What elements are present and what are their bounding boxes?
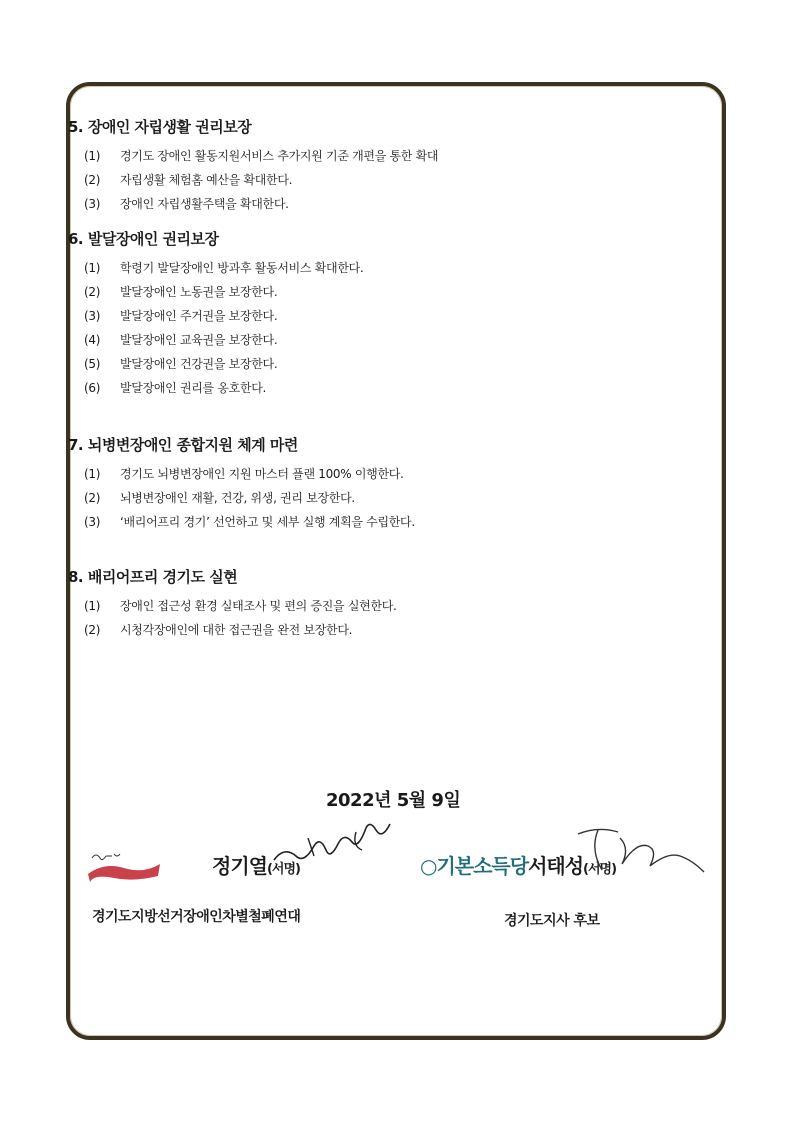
list-item — [68, 462, 708, 486]
item-number: (5) — [84, 357, 101, 371]
party-logo-icon: ○ — [420, 854, 437, 878]
section-6 — [68, 228, 708, 400]
section-title: 5. 장애인 자립생활 권리보장 — [68, 118, 252, 136]
list-item — [68, 486, 708, 510]
list-item — [68, 280, 708, 304]
section-title: 8. 배리어프리 경기도 실현 — [68, 568, 238, 586]
item-number: (1) — [84, 261, 101, 275]
item-number: (3) — [84, 515, 101, 529]
section-8 — [68, 566, 708, 642]
item-text: 장애인 자립생활주택을 확대한다. — [120, 197, 289, 211]
list-item — [68, 352, 708, 376]
item-number: (6) — [84, 381, 101, 395]
item-text: 뇌병변장애인 재활, 건강, 위생, 권리 보장한다. — [120, 491, 355, 505]
list-item — [68, 594, 708, 618]
item-number: (2) — [84, 173, 101, 187]
section-5 — [68, 116, 708, 216]
item-number: (3) — [84, 197, 101, 211]
date: 2022년 5월 9일 — [326, 790, 461, 811]
list-item — [68, 144, 708, 168]
section-7 — [68, 434, 708, 534]
item-text: 발달장애인 주거권을 보장한다. — [120, 309, 278, 323]
item-number: (3) — [84, 309, 101, 323]
item-text: ‘배리어프리 경기’ 선언하고 및 세부 실행 계획을 수립한다. — [120, 515, 415, 529]
list-item — [68, 192, 708, 216]
item-text: 시청각장애인에 대한 접근권을 완전 보장한다. — [120, 623, 353, 637]
item-text: 자립생활 체험홈 예산을 확대한다. — [120, 173, 293, 187]
left-handwritten-signature — [268, 820, 408, 880]
document-frame — [66, 82, 726, 1040]
list-item — [68, 256, 708, 280]
item-text: 발달장애인 교육권을 보장한다. — [120, 333, 278, 347]
item-text: 경기도 장애인 활동지원서비스 추가지원 기준 개편을 통한 확대 — [120, 149, 439, 163]
party-name: 기본소득당 — [436, 854, 529, 878]
list-item — [68, 328, 708, 352]
item-number: (1) — [84, 467, 101, 481]
item-text: 장애인 접근성 환경 실태조사 및 편의 증진을 실현한다. — [120, 599, 397, 613]
list-item — [68, 304, 708, 328]
section-title: 7. 뇌병변장애인 종합지원 체계 마련 — [68, 436, 298, 454]
item-number: (1) — [84, 149, 101, 163]
item-text: 학령기 발달장애인 방과후 활동서비스 확대한다. — [120, 261, 364, 275]
left-organization: 경기도지방선거장애인차별철폐연대 — [92, 909, 301, 925]
list-item — [68, 376, 708, 400]
item-text: 경기도 뇌병변장애인 지원 마스터 플랜 100% 이행한다. — [120, 467, 404, 481]
left-signatory-name: 정기열 — [212, 854, 267, 878]
section-title: 6. 발달장애인 권리보장 — [68, 230, 219, 248]
item-number: (2) — [84, 623, 101, 637]
item-number: (1) — [84, 599, 101, 613]
organization-stamp-logo — [84, 848, 164, 888]
item-text: 발달장애인 노동권을 보장한다. — [120, 285, 278, 299]
right-signatory-suffix: (서명) — [583, 862, 617, 877]
list-item — [68, 510, 708, 534]
item-number: (2) — [84, 491, 101, 505]
item-number: (4) — [84, 333, 101, 347]
right-role: 경기도지사 후보 — [504, 913, 600, 929]
list-item — [68, 168, 708, 192]
item-text: 발달장애인 건강권을 보장한다. — [120, 357, 278, 371]
item-text: 발달장애인 권리를 옹호한다. — [120, 381, 267, 395]
right-signatory-name: 서태성 — [528, 854, 584, 878]
right-handwritten-signature — [568, 824, 718, 880]
list-item — [68, 618, 708, 642]
item-number: (2) — [84, 285, 101, 299]
left-signatory-suffix: (서명) — [266, 862, 300, 877]
